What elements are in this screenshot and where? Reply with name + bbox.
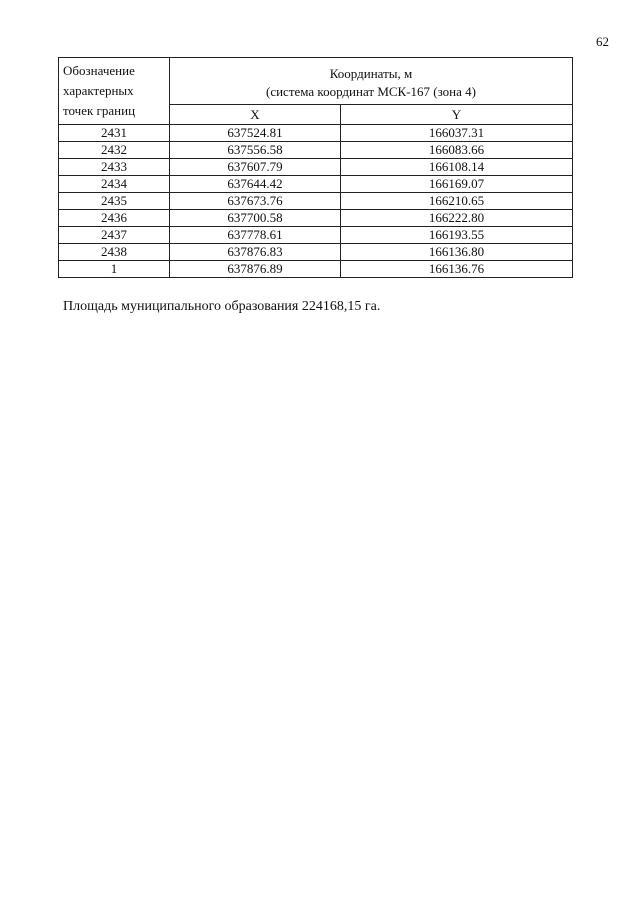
table-row [59, 125, 573, 142]
coordinates-header [170, 58, 573, 105]
x-cell: 637876.89 [170, 261, 341, 278]
x-cell: 637778.61 [170, 227, 341, 244]
x-cell: 637524.81 [170, 125, 341, 142]
point-cell: 2432 [59, 142, 170, 159]
y-cell: 166210.65 [341, 193, 573, 210]
y-column-header: Y [341, 105, 573, 125]
x-cell: 637700.58 [170, 210, 341, 227]
point-cell: 2431 [59, 125, 170, 142]
y-cell: 166222.80 [341, 210, 573, 227]
point-cell: 2437 [59, 227, 170, 244]
table-row [59, 210, 573, 227]
table-row [59, 176, 573, 193]
y-cell: 166108.14 [341, 159, 573, 176]
table-row [59, 261, 573, 278]
point-designation-header [59, 58, 170, 125]
y-cell: 166193.55 [341, 227, 573, 244]
point-cell: 2435 [59, 193, 170, 210]
point-cell: 2438 [59, 244, 170, 261]
point-cell: 2436 [59, 210, 170, 227]
y-cell: 166083.66 [341, 142, 573, 159]
point-cell: 2433 [59, 159, 170, 176]
y-cell: 166136.80 [341, 244, 573, 261]
coordinates-header-line: (система координат МСК-167 (зона 4) [266, 83, 476, 99]
point-cell: 1 [59, 261, 170, 278]
coordinates-header-line: Координаты, м [329, 65, 413, 81]
y-cell: 166136.76 [341, 261, 573, 278]
x-cell: 637876.83 [170, 244, 341, 261]
y-cell: 166169.07 [341, 176, 573, 193]
point-header-line: характерных [63, 83, 134, 98]
x-column-header: X [170, 105, 341, 125]
x-cell: 637556.58 [170, 142, 341, 159]
x-cell: 637607.79 [170, 159, 341, 176]
point-cell: 2434 [59, 176, 170, 193]
table-row [59, 244, 573, 261]
x-cell: 637644.42 [170, 176, 341, 193]
y-cell: 166037.31 [341, 125, 573, 142]
coordinates-table [58, 57, 573, 278]
page-number: 62 [596, 34, 609, 49]
area-statement: Площадь муниципального образования 224168,15 га. [63, 299, 381, 314]
table-row [59, 142, 573, 159]
x-cell: 637673.76 [170, 193, 341, 210]
point-header-line: Обозначение [63, 63, 135, 78]
point-header-line: точек границ [63, 103, 136, 118]
table-row [59, 159, 573, 176]
coordinates-table-body [59, 125, 573, 278]
table-row [59, 227, 573, 244]
table-row [59, 193, 573, 210]
